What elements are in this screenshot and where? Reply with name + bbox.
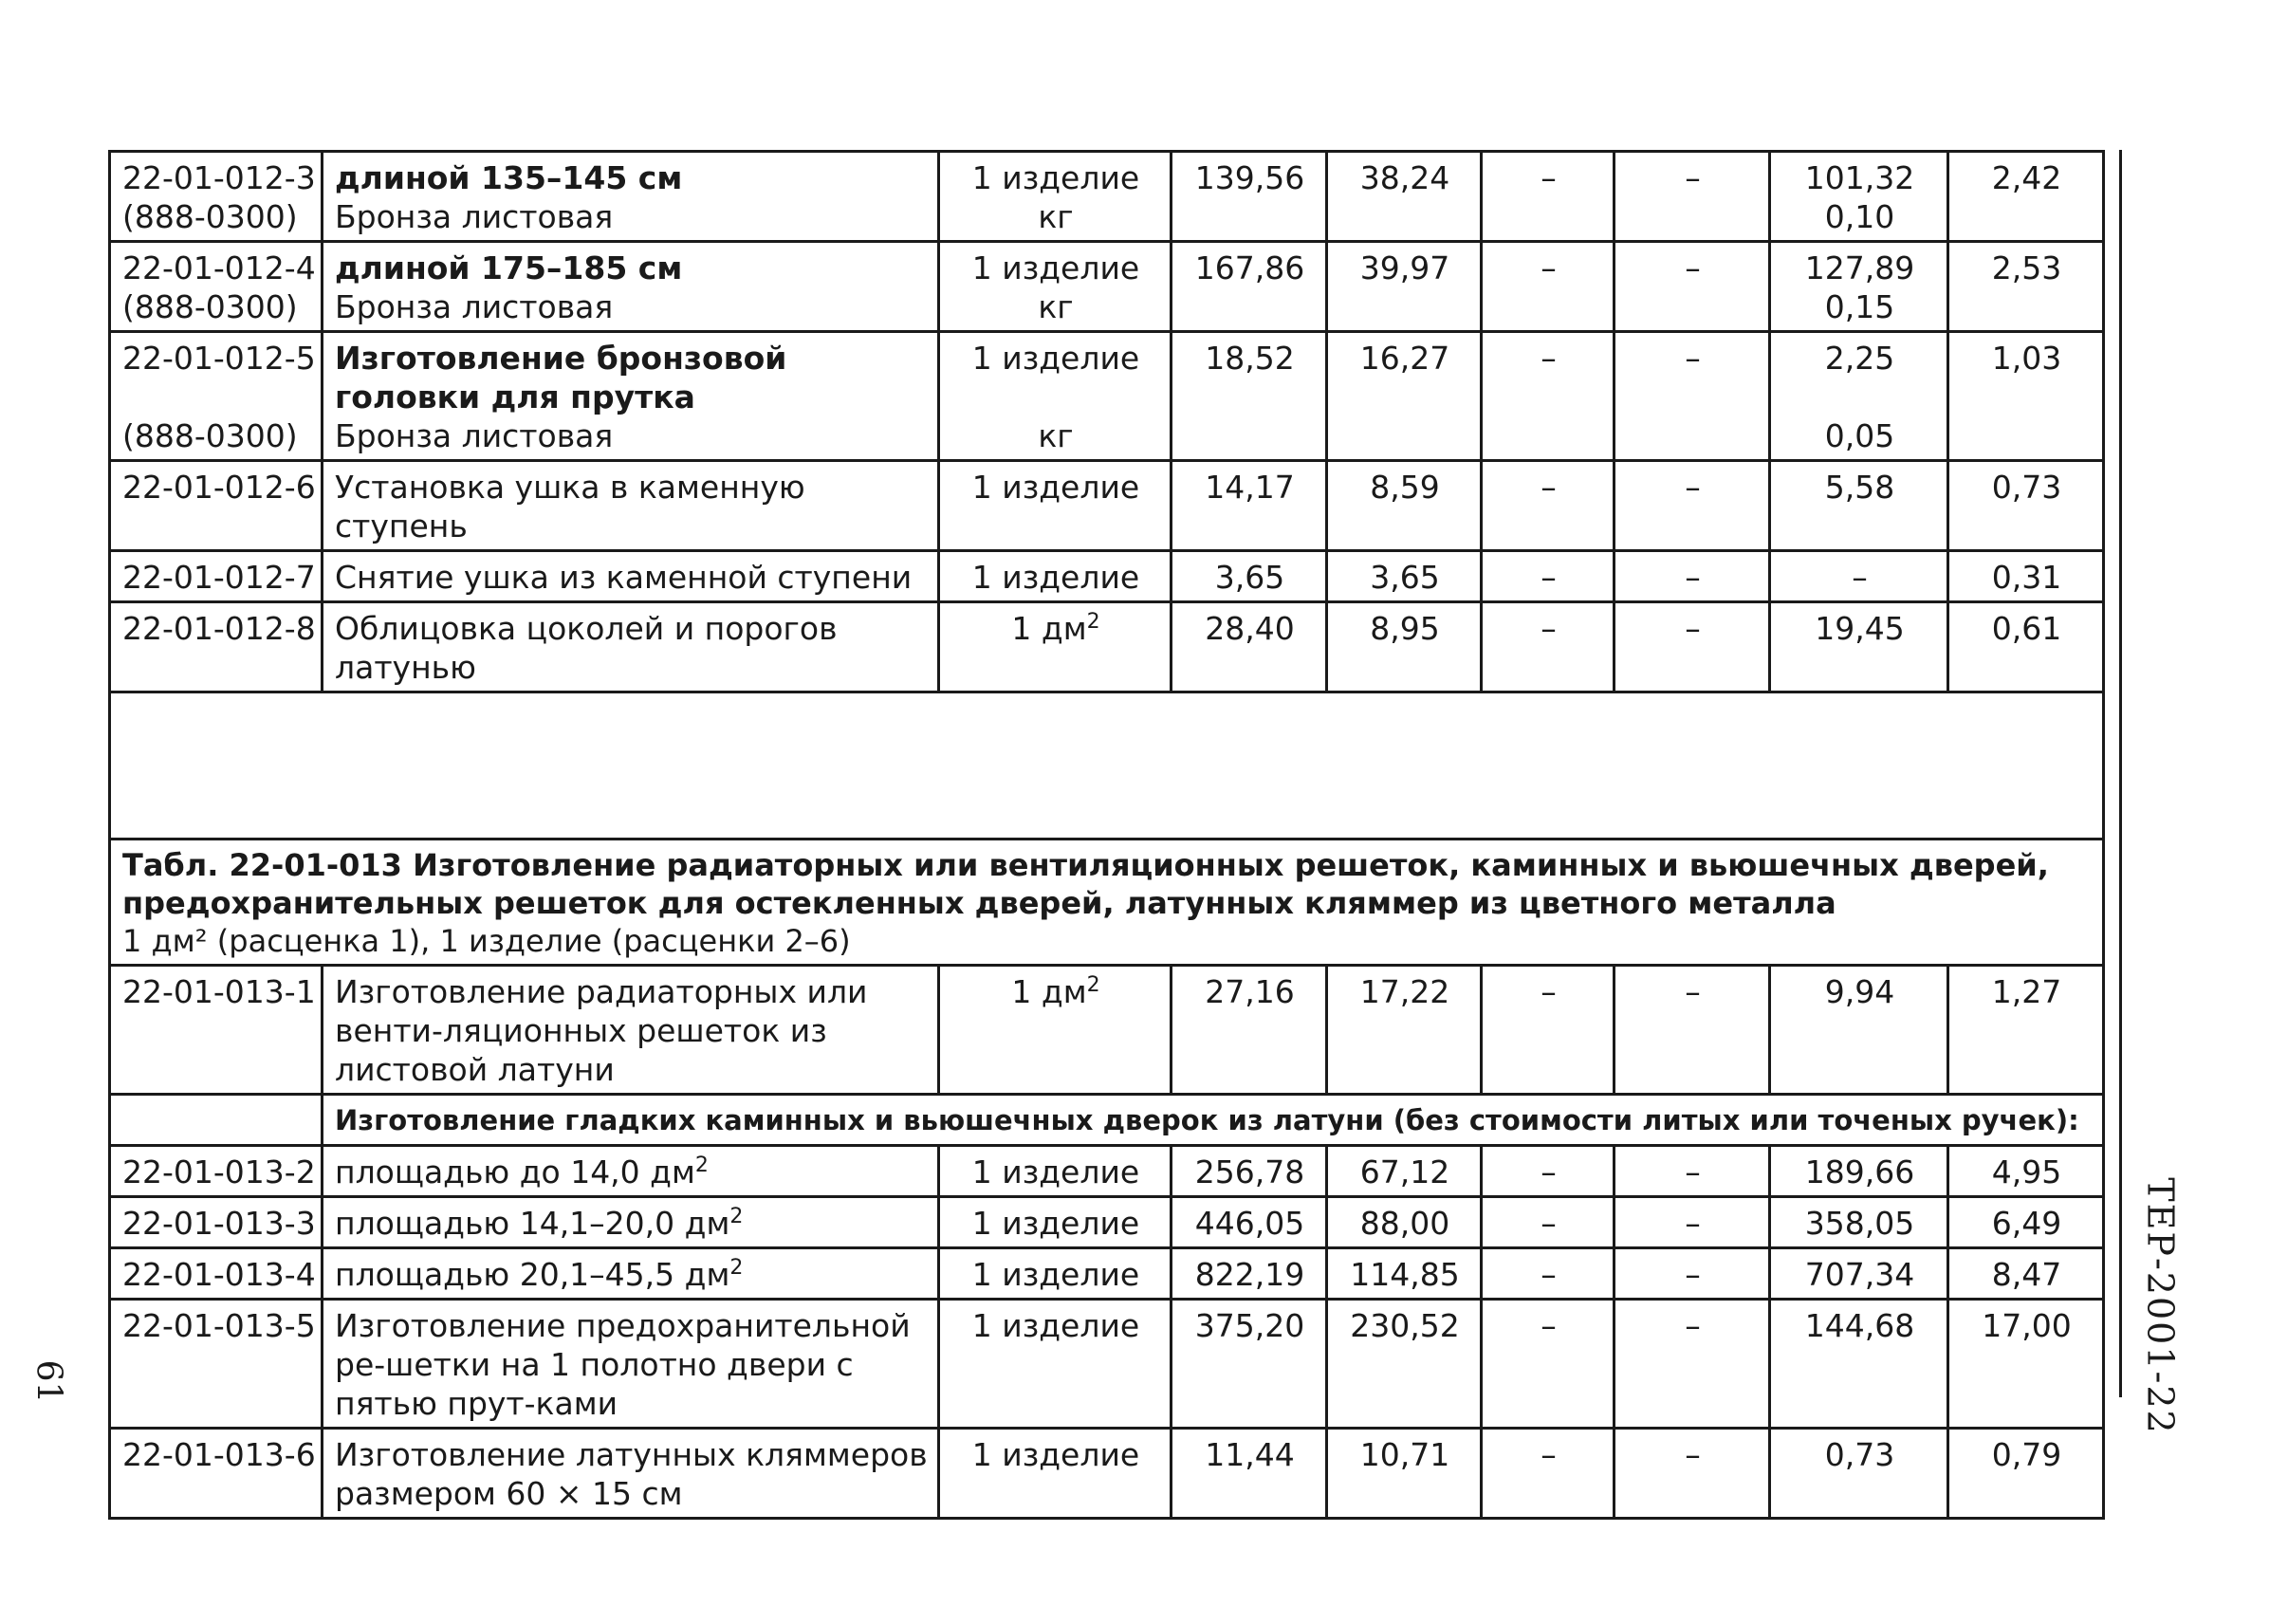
table-title	[110, 840, 2104, 966]
rate-code: 22-01-012-4	[122, 249, 316, 286]
materials: 101,32	[1804, 159, 1915, 196]
unit: 1 изделие	[939, 1146, 1172, 1197]
table-row	[110, 152, 2104, 242]
wages: 10,71	[1327, 1429, 1482, 1519]
work-name-cell	[323, 152, 939, 242]
total-cost: 11,44	[1172, 1429, 1327, 1519]
materials-cell	[1770, 332, 1948, 461]
resource-code: (888-0300)	[122, 417, 298, 454]
rate-code: 22-01-012-5	[122, 340, 316, 377]
machinist-wages: –	[1615, 332, 1770, 461]
unit: 1 дм	[1011, 973, 1087, 1010]
rate-code: 22-01-012-7	[110, 551, 323, 602]
machinist-wages: –	[1615, 602, 1770, 692]
group-subheading: Изготовление гладких каминных и вьюшечных дверок из латуни (без стоимости литых или точеных ручек):	[323, 1095, 2104, 1146]
document-code	[2132, 1177, 2189, 1435]
work-name: длиной 135–145 см	[335, 159, 683, 196]
machines: –	[1482, 332, 1615, 461]
table-heading: Табл. 22-01-013 Изготовление радиаторных или вентиляционных решеток, каминных и вьюшечных дверей, предохранительных решеток для остекленных дверей, латунных кляммер из цветного металла	[122, 847, 2049, 921]
labor: 1,27	[1948, 966, 2104, 1095]
machines: –	[1482, 602, 1615, 692]
document-code-text: ТЕР-2001-22	[2140, 1177, 2182, 1435]
machines: –	[1482, 1197, 1615, 1248]
resource-code: (888-0300)	[122, 288, 298, 325]
work-name: площадью до 14,0 дм	[335, 1153, 695, 1190]
wages: 39,97	[1327, 242, 1482, 332]
table-gap	[110, 692, 2104, 840]
wages: 88,00	[1327, 1197, 1482, 1248]
unit: 1 изделие	[971, 340, 1140, 377]
rate-code-cell	[110, 332, 323, 461]
materials: 2,25	[1824, 340, 1895, 377]
wages: 230,52	[1327, 1300, 1482, 1429]
materials: 707,34	[1770, 1248, 1948, 1300]
unit-exponent: 2	[1086, 610, 1100, 634]
labor: 0,31	[1948, 551, 2104, 602]
material-quantity: 0,10	[1824, 198, 1895, 235]
materials: 127,89	[1804, 249, 1915, 286]
margin-rule	[2119, 150, 2122, 1397]
labor: 8,47	[1948, 1248, 2104, 1300]
labor: 6,49	[1948, 1197, 2104, 1248]
machines: –	[1482, 152, 1615, 242]
rate-code: 22-01-013-2	[110, 1146, 323, 1197]
wages: 38,24	[1327, 152, 1482, 242]
unit-exponent: 2	[729, 1256, 744, 1280]
machines: –	[1482, 1248, 1615, 1300]
labor: 2,42	[1948, 152, 2104, 242]
page-number	[25, 1353, 72, 1410]
machines: –	[1482, 1300, 1615, 1429]
work-name: площадью 14,1–20,0 дм	[335, 1205, 730, 1242]
table-row	[110, 1300, 2104, 1429]
unit: 1 изделие	[939, 1197, 1172, 1248]
rate-code-cell	[110, 242, 323, 332]
machinist-wages: –	[1615, 1146, 1770, 1197]
work-name: Снятие ушка из каменной ступени	[323, 551, 939, 602]
materials-cell	[1770, 152, 1948, 242]
machines: –	[1482, 461, 1615, 551]
labor: 0,73	[1948, 461, 2104, 551]
rate-code: 22-01-013-5	[110, 1300, 323, 1429]
machines: –	[1482, 551, 1615, 602]
materials: 144,68	[1770, 1300, 1948, 1429]
table-row	[110, 1248, 2104, 1300]
wages: 16,27	[1327, 332, 1482, 461]
work-name: Изготовление латунных кляммеров размером 60 × 15 см	[323, 1429, 939, 1519]
unit-cell	[939, 152, 1172, 242]
materials: 358,05	[1770, 1197, 1948, 1248]
labor: 0,61	[1948, 602, 2104, 692]
material-unit: кг	[1038, 417, 1074, 454]
work-name: Изготовление предохранительной ре-шетки на 1 полотно двери с пятью прут-ками	[323, 1300, 939, 1429]
materials-cell	[1770, 242, 1948, 332]
machinist-wages: –	[1615, 242, 1770, 332]
total-cost: 14,17	[1172, 461, 1327, 551]
unit-cell	[939, 602, 1172, 692]
work-name-cell	[323, 1197, 939, 1248]
page-number-text: 61	[28, 1359, 68, 1403]
total-cost: 27,16	[1172, 966, 1327, 1095]
material-unit: кг	[1038, 288, 1074, 325]
wages: 114,85	[1327, 1248, 1482, 1300]
table-row	[110, 1146, 2104, 1197]
unit: 1 изделие	[939, 1429, 1172, 1519]
work-name: Изготовление бронзовой головки для прутка	[335, 340, 787, 415]
material-quantity: 0,15	[1824, 288, 1895, 325]
table-row	[110, 461, 2104, 551]
unit-cell	[939, 242, 1172, 332]
total-cost: 822,19	[1172, 1248, 1327, 1300]
machinist-wages: –	[1615, 152, 1770, 242]
work-name: площадью 20,1–45,5 дм	[335, 1256, 730, 1293]
rates-table	[108, 150, 2105, 1520]
work-name: Изготовление радиаторных или венти-ляционных решеток из листовой латуни	[323, 966, 939, 1095]
unit: 1 изделие	[971, 249, 1140, 286]
unit: 1 изделие	[939, 461, 1172, 551]
labor: 17,00	[1948, 1300, 2104, 1429]
unit-exponent: 2	[1086, 973, 1100, 997]
materials: 0,73	[1770, 1429, 1948, 1519]
machinist-wages: –	[1615, 1429, 1770, 1519]
total-cost: 256,78	[1172, 1146, 1327, 1197]
table-row	[110, 966, 2104, 1095]
total-cost: 139,56	[1172, 152, 1327, 242]
table-row	[110, 332, 2104, 461]
material-unit: кг	[1038, 198, 1074, 235]
rate-code: 22-01-012-8	[110, 602, 323, 692]
total-cost: 3,65	[1172, 551, 1327, 602]
machinist-wages: –	[1615, 1197, 1770, 1248]
material-name: Бронза листовая	[335, 417, 614, 454]
wages: 67,12	[1327, 1146, 1482, 1197]
machines: –	[1482, 966, 1615, 1095]
total-cost: 446,05	[1172, 1197, 1327, 1248]
rate-code: 22-01-013-4	[110, 1248, 323, 1300]
unit: 1 изделие	[939, 551, 1172, 602]
labor: 4,95	[1948, 1146, 2104, 1197]
machinist-wages: –	[1615, 551, 1770, 602]
rate-code-cell	[110, 152, 323, 242]
rate-code: 22-01-013-6	[110, 1429, 323, 1519]
machines: –	[1482, 1146, 1615, 1197]
unit: 1 дм	[1011, 610, 1087, 647]
table-title-row	[110, 840, 2104, 966]
rate-code: 22-01-012-3	[122, 159, 316, 196]
machinist-wages: –	[1615, 966, 1770, 1095]
subheading-row	[110, 1095, 2104, 1146]
work-name-cell	[323, 332, 939, 461]
materials: 189,66	[1770, 1146, 1948, 1197]
wages: 3,65	[1327, 551, 1482, 602]
total-cost: 167,86	[1172, 242, 1327, 332]
wages: 8,95	[1327, 602, 1482, 692]
material-quantity: 0,05	[1824, 417, 1895, 454]
labor: 1,03	[1948, 332, 2104, 461]
wages: 17,22	[1327, 966, 1482, 1095]
materials: 19,45	[1770, 602, 1948, 692]
work-name-cell	[323, 1248, 939, 1300]
table-row	[110, 242, 2104, 332]
total-cost: 28,40	[1172, 602, 1327, 692]
table-row	[110, 602, 2104, 692]
total-cost: 375,20	[1172, 1300, 1327, 1429]
table-row	[110, 551, 2104, 602]
table-subtitle: 1 дм² (расценка 1), 1 изделие (расценки 2–6)	[122, 923, 851, 959]
work-name-cell	[323, 1146, 939, 1197]
rate-code: 22-01-012-6	[110, 461, 323, 551]
wages: 8,59	[1327, 461, 1482, 551]
table-row	[110, 1429, 2104, 1519]
rate-code: 22-01-013-3	[110, 1197, 323, 1248]
work-name: длиной 175–185 см	[335, 249, 683, 286]
work-name: Установка ушка в каменную ступень	[323, 461, 939, 551]
machines: –	[1482, 242, 1615, 332]
work-name-cell	[323, 242, 939, 332]
machinist-wages: –	[1615, 1300, 1770, 1429]
labor: 2,53	[1948, 242, 2104, 332]
machinist-wages: –	[1615, 1248, 1770, 1300]
materials: 5,58	[1770, 461, 1948, 551]
labor: 0,79	[1948, 1429, 2104, 1519]
table-row	[110, 1197, 2104, 1248]
unit-exponent: 2	[729, 1205, 744, 1228]
work-name: Облицовка цоколей и порогов латунью	[323, 602, 939, 692]
resource-code: (888-0300)	[122, 198, 298, 235]
rate-code: 22-01-013-1	[110, 966, 323, 1095]
unit-cell	[939, 332, 1172, 461]
unit-exponent: 2	[694, 1153, 709, 1177]
unit: 1 изделие	[971, 159, 1140, 196]
materials: –	[1770, 551, 1948, 602]
unit: 1 изделие	[939, 1248, 1172, 1300]
unit-cell	[939, 966, 1172, 1095]
material-name: Бронза листовая	[335, 198, 614, 235]
total-cost: 18,52	[1172, 332, 1327, 461]
machinist-wages: –	[1615, 461, 1770, 551]
materials: 9,94	[1770, 966, 1948, 1095]
machines: –	[1482, 1429, 1615, 1519]
unit: 1 изделие	[939, 1300, 1172, 1429]
empty-code-cell	[110, 1095, 323, 1146]
material-name: Бронза листовая	[335, 288, 614, 325]
